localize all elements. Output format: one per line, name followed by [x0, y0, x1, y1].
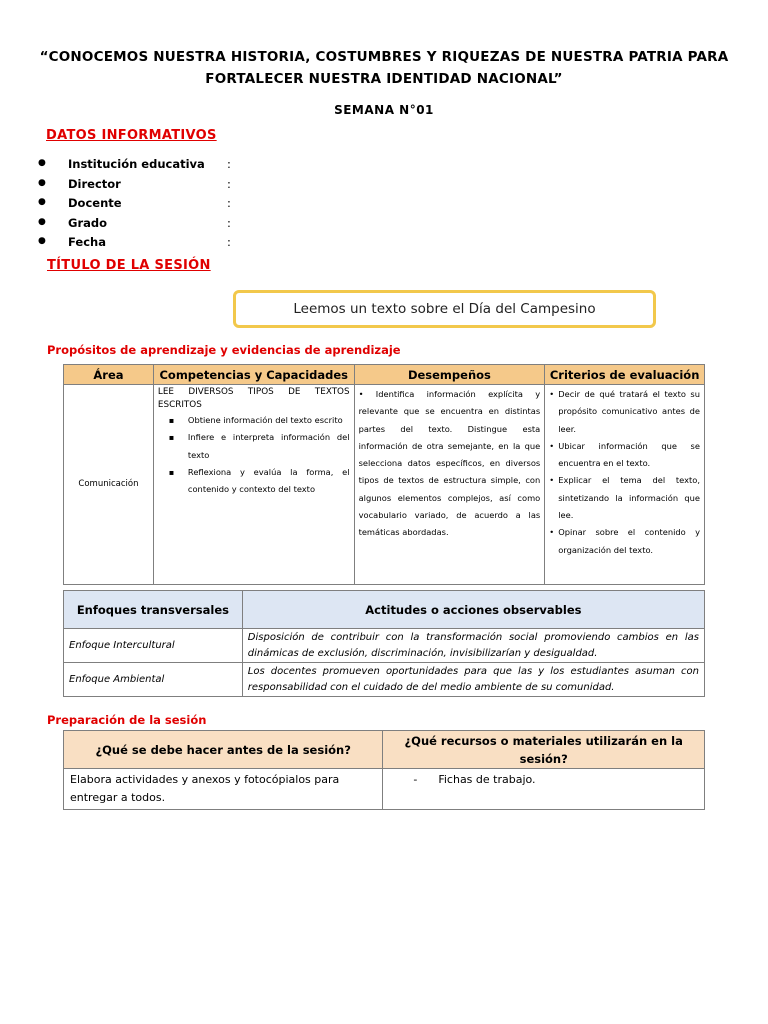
antes-cell: Elabora actividades y anexos y fotocópialos para entregar a todos. [64, 769, 383, 810]
table-header-row [64, 365, 705, 385]
list-item: • Explicar el tema del texto, sintetizando la información que lee. [549, 472, 700, 524]
week-number: SEMANA N°01 [334, 103, 434, 117]
info-colon: : [227, 235, 231, 249]
list-item: ▪ Obtiene información del texto escrito [158, 412, 350, 429]
info-row-grado [38, 216, 298, 236]
table-row [64, 385, 705, 585]
enfoque-actitud: Los docentes promueven oportunidades para que las y los estudiantes asuman con responsabilidad con el cuidado de del medio ambiente de su comunidad. [242, 663, 704, 697]
capacidades-list [158, 412, 350, 498]
enfoques-table [63, 590, 705, 697]
bullet-icon: ● [38, 216, 46, 227]
enfoque-name: Enfoque Ambiental [64, 663, 243, 697]
header-competencias: Competencias y Capacidades [153, 365, 354, 385]
list-item: ▪ Reflexiona y evalúa la forma, el contenido y contexto del texto [158, 464, 350, 499]
criterios-list [549, 386, 700, 559]
info-label: Docente [68, 196, 122, 210]
competencias-cell [153, 385, 354, 585]
info-colon: : [227, 215, 231, 230]
info-row-director [38, 177, 298, 197]
table-row [64, 663, 705, 697]
table-header-row [64, 591, 705, 629]
info-label: Grado [68, 215, 108, 230]
info-label: Fecha [68, 235, 106, 249]
session-title-box: Leemos un texto sobre el Día del Campesino [233, 290, 656, 328]
bullet-icon: ● [38, 236, 46, 246]
info-label: Institución educativa [68, 157, 205, 171]
bullet-icon: ● [38, 177, 46, 188]
info-label: Director [68, 176, 121, 191]
titulo-sesion-heading: TÍTULO DE LA SESIÓN [47, 258, 211, 273]
recursos-cell: - Fichas de trabajo. [383, 769, 705, 810]
info-colon: : [227, 196, 231, 210]
list-item: • Decir de qué tratará el texto su propósito comunicativo antes de leer. [549, 386, 700, 438]
document-title: “CONOCEMOS NUESTRA HISTORIA, COSTUMBRES Y RIQUEZAS DE NUESTRA PATRIA PARA FORTALECER NUESTRA IDENTIDAD NACIONAL” [39, 49, 729, 87]
criterios-cell [545, 385, 705, 585]
info-row-fecha [38, 235, 298, 255]
enfoque-actitud: Disposición de contribuir con la transformación social promoviendo cambios en las dinámicas de exclusión, discriminación, invisibilizarían y desigualdad. [242, 629, 704, 663]
header-criterios: Criterios de evaluación [545, 365, 705, 385]
table-row [64, 769, 705, 810]
preparacion-table [63, 730, 705, 810]
propositos-table [63, 364, 705, 585]
info-colon: : [227, 157, 231, 171]
area-cell: Comunicación [64, 385, 154, 585]
header-recursos: ¿Qué recursos o materiales utilizarán en la sesión? [383, 731, 705, 769]
header-area: Área [64, 365, 154, 385]
datos-informativos-heading: DATOS INFORMATIVOS [46, 128, 217, 143]
table-header-row [64, 731, 705, 769]
info-row-institucion [38, 157, 298, 177]
propositos-heading: Propósitos de aprendizaje y evidencias de aprendizaje [47, 343, 401, 357]
list-item: ▪ Infiere e interpreta información del texto [158, 429, 350, 464]
enfoque-name: Enfoque Intercultural [64, 629, 243, 663]
competencia-title: LEE DIVERSOS TIPOS DE TEXTOS ESCRITOS [157, 387, 350, 410]
info-row-docente [38, 196, 298, 216]
header-actitudes: Actitudes o acciones observables [242, 591, 704, 629]
bullet-icon: ● [38, 158, 46, 168]
header-enfoques: Enfoques transversales [64, 591, 243, 629]
info-colon: : [227, 176, 231, 191]
preparacion-heading: Preparación de la sesión [47, 713, 207, 727]
header-desempenos: Desempeños [354, 365, 545, 385]
table-row [64, 629, 705, 663]
desempenos-cell: • Identifica información explícita y relevante que se encuentra en distintas partes del texto. Distingue esta información de otra semejante, en la que selecciona datos específicos, en diversos tipos de textos de estructura simple, con algunos elementos complejos, así como vocabulario variado, de acuerdo a las temáticas abordadas. [354, 385, 545, 585]
header-antes: ¿Qué se debe hacer antes de la sesión? [64, 731, 383, 769]
list-item: • Opinar sobre el contenido y organización del texto. [549, 524, 700, 559]
bullet-icon: ● [38, 197, 46, 207]
list-item: • Ubicar información que se encuentra en el texto. [549, 438, 700, 473]
info-list [38, 157, 298, 255]
